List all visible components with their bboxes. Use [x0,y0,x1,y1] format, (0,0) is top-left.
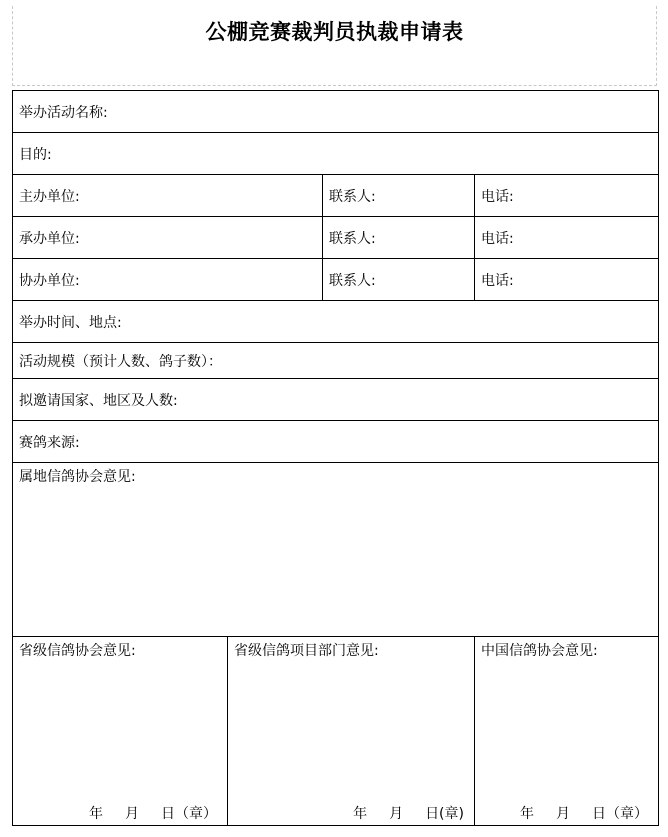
provincial-department-label: 省级信鸽项目部门意见: [234,643,379,659]
china-association-label: 中国信鸽协会意见: [481,643,598,659]
date-day-seal: 日（章） [592,806,649,822]
row-organizer-unit [13,217,659,259]
co-organizer-unit-field[interactable]: 协办单位: [13,259,323,301]
time-place-field[interactable]: 举办时间、地点: [13,301,659,343]
row-event-name [13,91,659,133]
date-year: 年 [353,806,368,822]
co-organizer-phone-field[interactable]: 电话: [475,259,659,301]
row-invited [13,379,659,421]
date-month: 月 [556,806,571,822]
host-phone-field[interactable]: 电话: [475,175,659,217]
purpose-field[interactable]: 目的: [13,133,659,175]
provincial-department-opinion[interactable] [228,637,475,826]
event-name-field[interactable]: 举办活动名称: [13,91,659,133]
provincial-department-date [353,803,464,823]
row-time-place [13,301,659,343]
row-host-unit [13,175,659,217]
row-approvals [13,637,659,826]
title-area [12,6,657,86]
row-local-opinion [13,463,659,637]
organizer-unit-field[interactable]: 承办单位: [13,217,323,259]
co-organizer-contact-field[interactable]: 联系人: [323,259,475,301]
organizer-phone-field[interactable]: 电话: [475,217,659,259]
provincial-association-date [89,803,217,823]
date-day-seal: 日（章） [161,806,217,822]
row-co-organizer-unit [13,259,659,301]
row-purpose [13,133,659,175]
provincial-association-label: 省级信鸽协会意见: [19,643,136,659]
form-title: 公棚竞赛裁判员执裁申请表 [205,20,464,44]
invited-field[interactable]: 拟邀请国家、地区及人数: [13,379,659,421]
scale-field[interactable]: 活动规模（预计人数、鸽子数）： [13,343,659,379]
date-year: 年 [89,806,103,822]
row-pigeon-source [13,421,659,463]
date-month: 月 [389,806,404,822]
host-contact-field[interactable]: 联系人: [323,175,475,217]
date-day-seal: 日(章) [425,806,464,822]
host-unit-field[interactable]: 主办单位: [13,175,323,217]
row-scale [13,343,659,379]
date-year: 年 [520,806,535,822]
china-association-opinion[interactable] [475,637,659,826]
china-association-date [520,803,648,823]
date-month: 月 [125,806,139,822]
application-form-table [12,90,659,826]
pigeon-source-field[interactable]: 赛鸽来源: [13,421,659,463]
organizer-contact-field[interactable]: 联系人: [323,217,475,259]
provincial-association-opinion[interactable] [13,637,228,826]
local-opinion-field[interactable]: 属地信鸽协会意见: [13,463,659,637]
